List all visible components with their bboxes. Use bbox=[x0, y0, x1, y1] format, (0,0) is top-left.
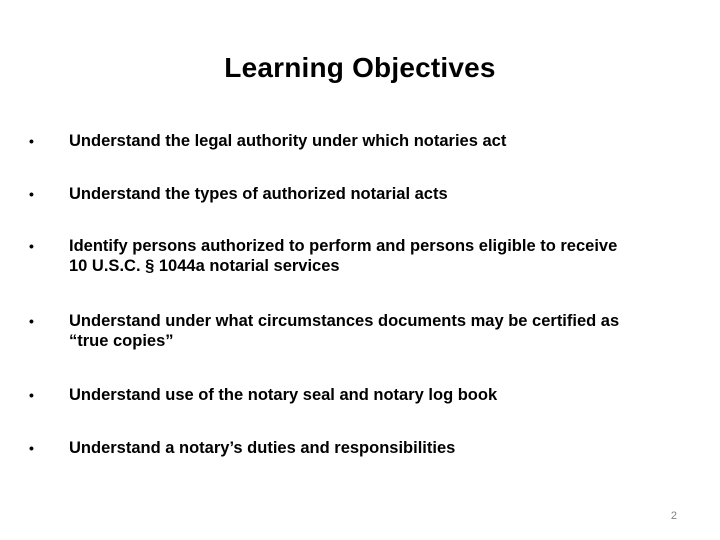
bullet-icon: • bbox=[29, 186, 34, 202]
list-item bbox=[29, 236, 669, 276]
objective-text: Understand a notary’s duties and responsibilities bbox=[69, 439, 456, 457]
list-item bbox=[29, 131, 669, 151]
bullet-icon: • bbox=[29, 238, 34, 254]
bullet-icon: • bbox=[29, 440, 34, 456]
objective-text: Understand the types of authorized notarial acts bbox=[69, 185, 448, 203]
page-number: 2 bbox=[670, 510, 677, 522]
bullet-icon: • bbox=[29, 387, 34, 403]
bullet-icon: • bbox=[29, 313, 34, 329]
objective-text: Understand use of the notary seal and notary log book bbox=[69, 386, 498, 404]
objective-text: Identify persons authorized to perform and persons eligible to receive 10 U.S.C. § 1044a notarial services bbox=[69, 237, 618, 275]
objective-text: Understand the legal authority under which notaries act bbox=[69, 132, 507, 150]
list-item bbox=[29, 184, 669, 204]
bullet-icon: • bbox=[29, 133, 34, 149]
list-item bbox=[29, 385, 669, 405]
slide-title: Learning Objectives bbox=[224, 52, 496, 83]
list-item bbox=[29, 438, 669, 458]
list-item bbox=[29, 311, 669, 351]
objective-text: Understand under what circumstances documents may be certified as “true copies” bbox=[69, 312, 620, 350]
